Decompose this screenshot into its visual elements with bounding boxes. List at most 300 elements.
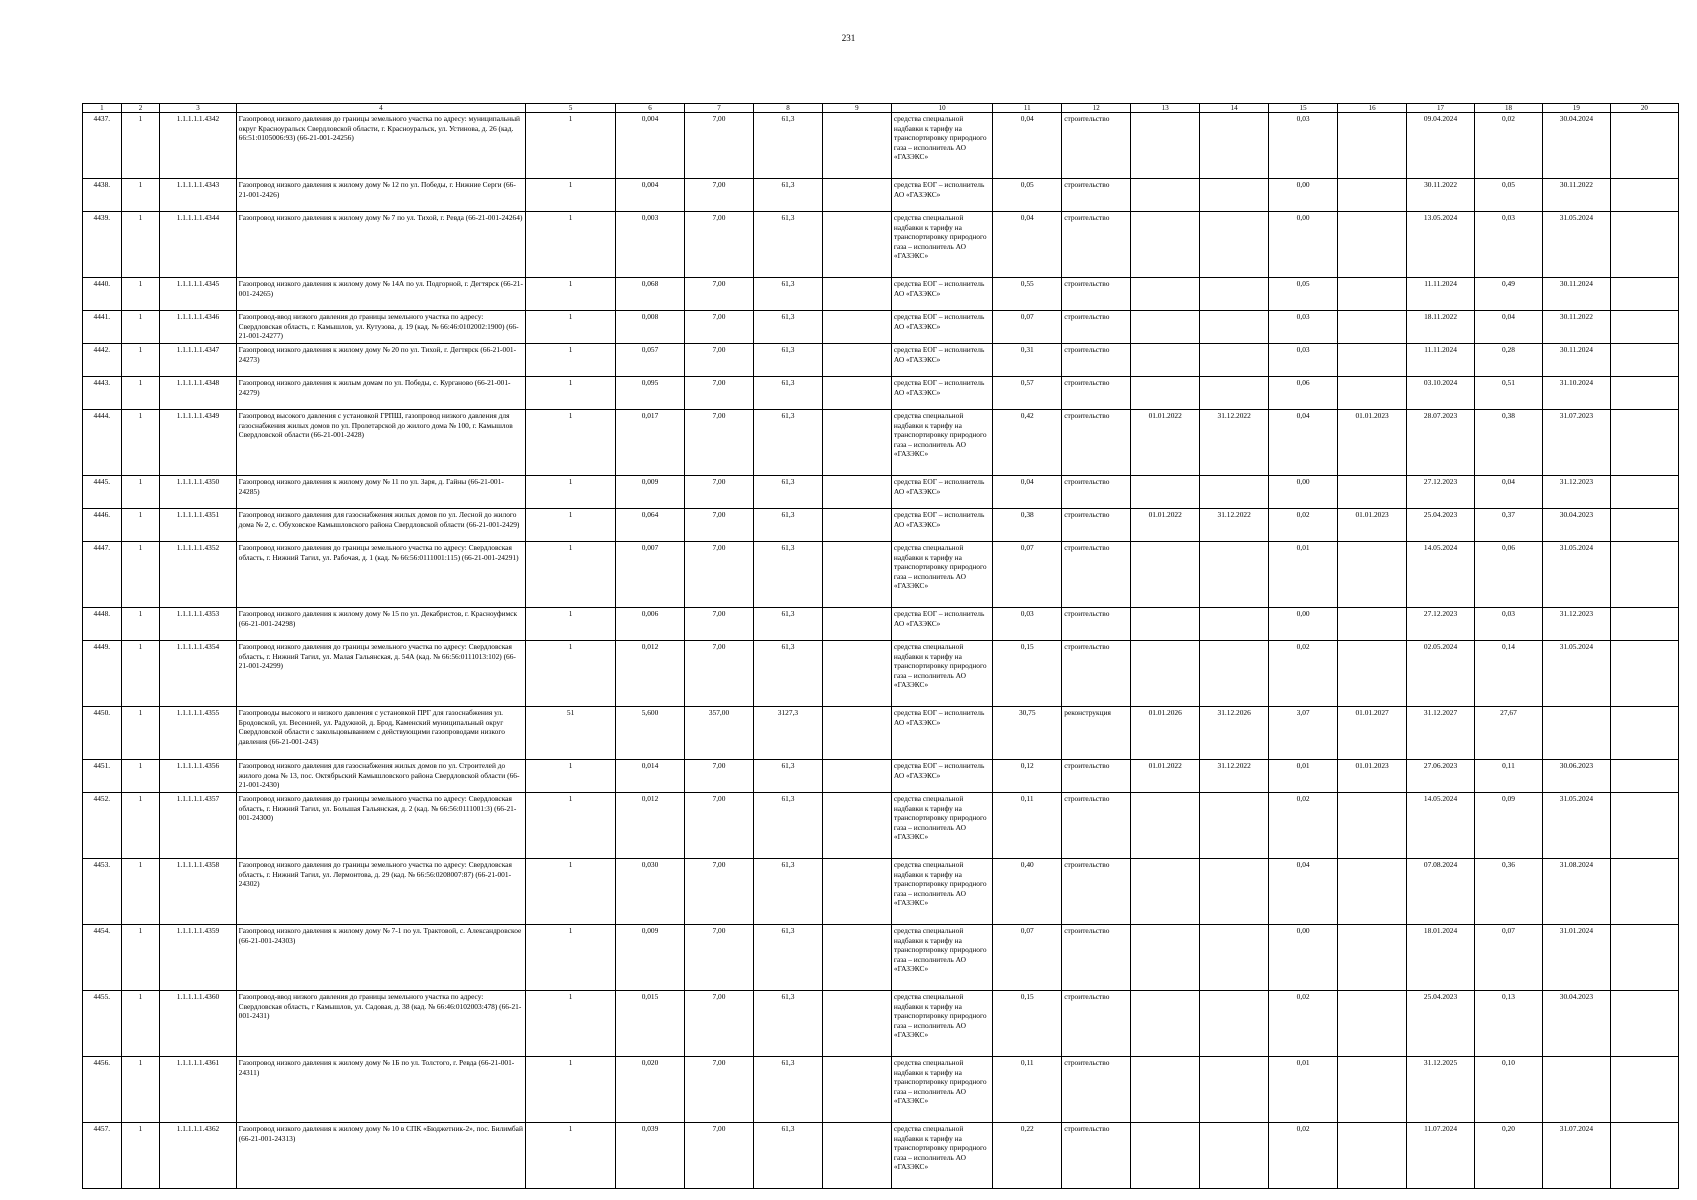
row-number-cell: 4444. — [83, 410, 122, 476]
build-start-cell — [1338, 377, 1407, 410]
column-number-11: 11 — [993, 104, 1062, 113]
design-start-cell — [1131, 476, 1200, 509]
capacity-cell: 61,3 — [753, 509, 822, 542]
design-cost-cell: 0,05 — [1269, 278, 1338, 311]
quantity-cell: 1 — [526, 608, 616, 641]
col-20-value-cell — [1610, 410, 1678, 476]
row-number-cell: 4447. — [83, 542, 122, 608]
col-20-value-cell — [1610, 212, 1678, 278]
build-cost-cell: 0,37 — [1475, 509, 1543, 542]
build-start-cell — [1338, 311, 1407, 344]
quantity-cell: 1 — [526, 641, 616, 707]
cost-cell: 0,05 — [993, 179, 1062, 212]
object-description-cell: Газопровод-ввод низкого давления до границы земельного участка по адресу: Свердловская область, г Камышлов, ул. Садовая, д. 38 (кад. № 66:46:0102003:478) (66-21-001-2431) — [236, 991, 526, 1057]
cost-cell: 0,04 — [993, 113, 1062, 179]
col-20-value-cell — [1610, 1057, 1678, 1123]
capacity-cell: 61,3 — [753, 925, 822, 991]
object-description-cell: Газопровод низкого давления до границы земельного участка по адресу: Свердловская область, г. Нижний Тагил, ул. Малая Гальянская, д. 54А (кад. № 66:56:0111013:102) (66-21-001-24299) — [236, 641, 526, 707]
funding-source-cell: средства специальной надбавки к тарифу на транспортировку природного газа – исполнитель АО «ГАЗЭКС» — [891, 991, 992, 1057]
funding-source-cell: средства ЕОГ – исполнитель АО «ГАЗЭКС» — [891, 760, 992, 793]
build-end-cell: 18.01.2024 — [1407, 925, 1475, 991]
commissioning-date-cell: 30.11.2022 — [1542, 311, 1610, 344]
build-cost-cell: 0,03 — [1475, 608, 1543, 641]
design-end-cell — [1200, 344, 1269, 377]
col-9-value-cell — [822, 707, 891, 760]
design-start-cell — [1131, 793, 1200, 859]
object-code-cell: 1.1.1.1.1.4342 — [160, 113, 236, 179]
diameter-cell: 7,00 — [685, 1057, 754, 1123]
design-end-cell — [1200, 1057, 1269, 1123]
col-9-value-cell — [822, 212, 891, 278]
funding-source-cell: средства ЕОГ – исполнитель АО «ГАЗЭКС» — [891, 476, 992, 509]
build-end-cell: 31.12.2027 — [1407, 707, 1475, 760]
capacity-cell: 3127,3 — [753, 707, 822, 760]
col-9-value-cell — [822, 542, 891, 608]
col-9-value-cell — [822, 925, 891, 991]
commissioning-date-cell: 30.11.2022 — [1542, 179, 1610, 212]
design-end-cell: 31.12.2022 — [1200, 760, 1269, 793]
diameter-cell: 7,00 — [685, 278, 754, 311]
build-end-cell: 30.11.2022 — [1407, 179, 1475, 212]
diameter-cell: 7,00 — [685, 344, 754, 377]
col-20-value-cell — [1610, 641, 1678, 707]
col-9-value-cell — [822, 278, 891, 311]
quantity-cell: 1 — [526, 278, 616, 311]
design-start-cell — [1131, 311, 1200, 344]
work-type-cell: строительство — [1062, 793, 1131, 859]
col-9-value-cell — [822, 608, 891, 641]
section-code-cell: 1 — [121, 1057, 160, 1123]
funding-source-cell: средства специальной надбавки к тарифу на транспортировку природного газа – исполнитель АО «ГАЗЭКС» — [891, 113, 992, 179]
row-number-cell: 4441. — [83, 311, 122, 344]
work-type-cell: строительство — [1062, 410, 1131, 476]
object-code-cell: 1.1.1.1.1.4359 — [160, 925, 236, 991]
build-cost-cell: 0,04 — [1475, 476, 1543, 509]
section-code-cell: 1 — [121, 377, 160, 410]
funding-source-cell: средства ЕОГ – исполнитель АО «ГАЗЭКС» — [891, 377, 992, 410]
length-km-cell: 0,020 — [616, 1057, 685, 1123]
commissioning-date-cell: 31.12.2023 — [1542, 476, 1610, 509]
commissioning-date-cell: 31.05.2024 — [1542, 793, 1610, 859]
commissioning-date-cell: 30.04.2023 — [1542, 991, 1610, 1057]
object-code-cell: 1.1.1.1.1.4355 — [160, 707, 236, 760]
diameter-cell: 7,00 — [685, 311, 754, 344]
funding-source-cell: средства ЕОГ – исполнитель АО «ГАЗЭКС» — [891, 278, 992, 311]
design-cost-cell: 0,00 — [1269, 476, 1338, 509]
object-code-cell: 1.1.1.1.1.4348 — [160, 377, 236, 410]
length-km-cell: 0,004 — [616, 113, 685, 179]
table-row — [83, 113, 1679, 179]
row-number-cell: 4445. — [83, 476, 122, 509]
section-code-cell: 1 — [121, 760, 160, 793]
quantity-cell: 1 — [526, 476, 616, 509]
build-end-cell: 25.04.2023 — [1407, 991, 1475, 1057]
design-end-cell — [1200, 859, 1269, 925]
table-row — [83, 925, 1679, 991]
row-number-cell: 4448. — [83, 608, 122, 641]
object-code-cell: 1.1.1.1.1.4344 — [160, 212, 236, 278]
length-km-cell: 0,039 — [616, 1123, 685, 1189]
diameter-cell: 7,00 — [685, 1123, 754, 1189]
capacity-cell: 61,3 — [753, 410, 822, 476]
row-number-cell: 4456. — [83, 1057, 122, 1123]
object-code-cell: 1.1.1.1.1.4349 — [160, 410, 236, 476]
object-description-cell: Газопровод низкого давления до границы земельного участка по адресу: Свердловская область, г. Нижний Тагил, ул. Лермонтова, д. 29 (кад. № 66:56:0208007:87) (66-21-001-24302) — [236, 859, 526, 925]
design-cost-cell: 0,01 — [1269, 760, 1338, 793]
row-number-cell: 4449. — [83, 641, 122, 707]
table-row — [83, 278, 1679, 311]
build-start-cell — [1338, 641, 1407, 707]
build-start-cell — [1338, 925, 1407, 991]
capacity-cell: 61,3 — [753, 793, 822, 859]
capacity-cell: 61,3 — [753, 278, 822, 311]
build-start-cell — [1338, 344, 1407, 377]
diameter-cell: 7,00 — [685, 925, 754, 991]
column-number-20: 20 — [1610, 104, 1678, 113]
capacity-cell: 61,3 — [753, 859, 822, 925]
cost-cell: 0,07 — [993, 311, 1062, 344]
commissioning-date-cell — [1542, 707, 1610, 760]
work-type-cell: реконструкция — [1062, 707, 1131, 760]
build-start-cell — [1338, 793, 1407, 859]
capacity-cell: 61,3 — [753, 608, 822, 641]
design-start-cell — [1131, 641, 1200, 707]
object-description-cell: Газопровод низкого давления к жилому дому № 1Б по ул. Толстого, г. Ревда (66-21-001-24311) — [236, 1057, 526, 1123]
build-end-cell: 14.05.2024 — [1407, 793, 1475, 859]
table-row — [83, 476, 1679, 509]
col-9-value-cell — [822, 991, 891, 1057]
cost-cell: 0,04 — [993, 476, 1062, 509]
design-end-cell: 31.12.2022 — [1200, 410, 1269, 476]
design-cost-cell: 0,00 — [1269, 608, 1338, 641]
cost-cell: 0,07 — [993, 542, 1062, 608]
diameter-cell: 7,00 — [685, 991, 754, 1057]
column-number-17: 17 — [1407, 104, 1475, 113]
object-description-cell: Газопроводы высокого и низкого давления с установкой ПРГ для газоснабжения ул. Бродовской, ул. Весенней, ул. Радужной, д. Брод, Каменский муниципальный округ Свердловской области с закольцовыванием с действующими газопроводами низкого давления (66-21-001-243) — [236, 707, 526, 760]
section-code-cell: 1 — [121, 608, 160, 641]
funding-source-cell: средства ЕОГ – исполнитель АО «ГАЗЭКС» — [891, 509, 992, 542]
row-number-cell: 4439. — [83, 212, 122, 278]
row-number-cell: 4451. — [83, 760, 122, 793]
column-number-12: 12 — [1062, 104, 1131, 113]
row-number-cell: 4446. — [83, 509, 122, 542]
commissioning-date-cell: 31.05.2024 — [1542, 542, 1610, 608]
cost-cell: 0,40 — [993, 859, 1062, 925]
cost-cell: 0,11 — [993, 793, 1062, 859]
diameter-cell: 7,00 — [685, 410, 754, 476]
object-code-cell: 1.1.1.1.1.4347 — [160, 344, 236, 377]
column-number-13: 13 — [1131, 104, 1200, 113]
build-cost-cell: 0,38 — [1475, 410, 1543, 476]
col-9-value-cell — [822, 1057, 891, 1123]
column-number-8: 8 — [753, 104, 822, 113]
capacity-cell: 61,3 — [753, 641, 822, 707]
column-number-1: 1 — [83, 104, 122, 113]
table-row — [83, 410, 1679, 476]
table-row — [83, 509, 1679, 542]
object-code-cell: 1.1.1.1.1.4352 — [160, 542, 236, 608]
column-number-9: 9 — [822, 104, 891, 113]
commissioning-date-cell: 30.11.2024 — [1542, 278, 1610, 311]
quantity-cell: 1 — [526, 991, 616, 1057]
col-20-value-cell — [1610, 793, 1678, 859]
column-number-7: 7 — [685, 104, 754, 113]
design-end-cell — [1200, 608, 1269, 641]
col-9-value-cell — [822, 760, 891, 793]
diameter-cell: 7,00 — [685, 377, 754, 410]
commissioning-date-cell: 30.04.2024 — [1542, 113, 1610, 179]
build-end-cell: 18.11.2022 — [1407, 311, 1475, 344]
section-code-cell: 1 — [121, 991, 160, 1057]
table-row — [83, 179, 1679, 212]
design-start-cell: 01.01.2022 — [1131, 410, 1200, 476]
table-row — [83, 542, 1679, 608]
build-cost-cell: 0,07 — [1475, 925, 1543, 991]
design-start-cell: 01.01.2026 — [1131, 707, 1200, 760]
quantity-cell: 51 — [526, 707, 616, 760]
col-20-value-cell — [1610, 113, 1678, 179]
build-end-cell: 11.11.2024 — [1407, 344, 1475, 377]
build-end-cell: 03.10.2024 — [1407, 377, 1475, 410]
page-number: 231 — [841, 33, 856, 43]
quantity-cell: 1 — [526, 179, 616, 212]
table-row — [83, 859, 1679, 925]
build-end-cell: 11.07.2024 — [1407, 1123, 1475, 1189]
design-end-cell — [1200, 179, 1269, 212]
design-cost-cell: 0,04 — [1269, 410, 1338, 476]
commissioning-date-cell: 31.08.2024 — [1542, 859, 1610, 925]
col-20-value-cell — [1610, 377, 1678, 410]
capacity-cell: 61,3 — [753, 179, 822, 212]
funding-source-cell: средства специальной надбавки к тарифу на транспортировку природного газа – исполнитель АО «ГАЗЭКС» — [891, 925, 992, 991]
quantity-cell: 1 — [526, 410, 616, 476]
column-number-16: 16 — [1338, 104, 1407, 113]
design-cost-cell: 0,03 — [1269, 344, 1338, 377]
cost-cell: 0,07 — [993, 925, 1062, 991]
design-end-cell — [1200, 925, 1269, 991]
col-20-value-cell — [1610, 476, 1678, 509]
quantity-cell: 1 — [526, 311, 616, 344]
build-start-cell — [1338, 179, 1407, 212]
length-km-cell: 0,009 — [616, 476, 685, 509]
section-code-cell: 1 — [121, 641, 160, 707]
design-start-cell: 01.01.2022 — [1131, 760, 1200, 793]
diameter-cell: 7,00 — [685, 212, 754, 278]
col-9-value-cell — [822, 793, 891, 859]
object-code-cell: 1.1.1.1.1.4354 — [160, 641, 236, 707]
design-start-cell — [1131, 212, 1200, 278]
object-description-cell: Газопровод низкого давления к жилому дому № 20 по ул. Тихой, г. Дегтярск (66-21-001-24273) — [236, 344, 526, 377]
design-cost-cell: 0,06 — [1269, 377, 1338, 410]
row-number-cell: 4450. — [83, 707, 122, 760]
commissioning-date-cell: 31.07.2024 — [1542, 1123, 1610, 1189]
commissioning-date-cell — [1542, 1057, 1610, 1123]
col-20-value-cell — [1610, 707, 1678, 760]
length-km-cell: 0,095 — [616, 377, 685, 410]
length-km-cell: 0,009 — [616, 925, 685, 991]
col-20-value-cell — [1610, 509, 1678, 542]
design-cost-cell: 0,00 — [1269, 925, 1338, 991]
quantity-cell: 1 — [526, 509, 616, 542]
section-code-cell: 1 — [121, 410, 160, 476]
length-km-cell: 0,012 — [616, 641, 685, 707]
col-20-value-cell — [1610, 925, 1678, 991]
row-number-cell: 4455. — [83, 991, 122, 1057]
object-description-cell: Газопровод низкого давления к жилому дому № 14А по ул. Подгорной, г. Дегтярск (66-21-001-24265) — [236, 278, 526, 311]
funding-source-cell: средства специальной надбавки к тарифу на транспортировку природного газа – исполнитель АО «ГАЗЭКС» — [891, 793, 992, 859]
length-km-cell: 5,600 — [616, 707, 685, 760]
diameter-cell: 357,00 — [685, 707, 754, 760]
design-cost-cell: 0,03 — [1269, 113, 1338, 179]
column-number-2: 2 — [121, 104, 160, 113]
object-description-cell: Газопровод низкого давления до границы земельного участка по адресу: Свердловская область, г. Нижний Тагил, ул. Большая Гальянская, д. 2 (кад. № 66:56:0111001:3) (66-21-001-24300) — [236, 793, 526, 859]
row-number-cell: 4438. — [83, 179, 122, 212]
object-code-cell: 1.1.1.1.1.4346 — [160, 311, 236, 344]
build-cost-cell: 0,02 — [1475, 113, 1543, 179]
object-description-cell: Газопровод низкого давления для газоснабжения жилых домов по ул. Строителей до жилого дома № 13, пос. Октябрьский Камышловского района Свердловской области (66-21-001-2430) — [236, 760, 526, 793]
design-cost-cell: 0,02 — [1269, 793, 1338, 859]
capacity-cell: 61,3 — [753, 760, 822, 793]
capacity-cell: 61,3 — [753, 542, 822, 608]
section-code-cell: 1 — [121, 344, 160, 377]
work-type-cell: строительство — [1062, 278, 1131, 311]
cost-cell: 0,42 — [993, 410, 1062, 476]
object-code-cell: 1.1.1.1.1.4356 — [160, 760, 236, 793]
design-end-cell: 31.12.2026 — [1200, 707, 1269, 760]
length-km-cell: 0,057 — [616, 344, 685, 377]
work-type-cell: строительство — [1062, 113, 1131, 179]
column-number-5: 5 — [526, 104, 616, 113]
build-start-cell: 01.01.2023 — [1338, 410, 1407, 476]
quantity-cell: 1 — [526, 212, 616, 278]
build-start-cell — [1338, 476, 1407, 509]
build-cost-cell: 0,51 — [1475, 377, 1543, 410]
col-9-value-cell — [822, 410, 891, 476]
build-start-cell — [1338, 542, 1407, 608]
diameter-cell: 7,00 — [685, 608, 754, 641]
diameter-cell: 7,00 — [685, 476, 754, 509]
object-description-cell: Газопровод низкого давления к жилому дому № 7 по ул. Тихой, г. Ревда (66-21-001-24264) — [236, 212, 526, 278]
object-description-cell: Газопровод низкого давления к жилому дому № 12 по ул. Победы, г. Нижние Серги (66-21-001-2426) — [236, 179, 526, 212]
section-code-cell: 1 — [121, 793, 160, 859]
build-end-cell: 11.11.2024 — [1407, 278, 1475, 311]
quantity-cell: 1 — [526, 793, 616, 859]
col-9-value-cell — [822, 1123, 891, 1189]
col-20-value-cell — [1610, 991, 1678, 1057]
design-start-cell: 01.01.2022 — [1131, 509, 1200, 542]
commissioning-date-cell: 30.06.2023 — [1542, 760, 1610, 793]
funding-source-cell: средства ЕОГ – исполнитель АО «ГАЗЭКС» — [891, 608, 992, 641]
commissioning-date-cell: 31.05.2024 — [1542, 212, 1610, 278]
design-end-cell: 31.12.2022 — [1200, 509, 1269, 542]
build-start-cell — [1338, 212, 1407, 278]
quantity-cell: 1 — [526, 859, 616, 925]
table-row — [83, 641, 1679, 707]
object-description-cell: Газопровод высокого давления с установкой ГРПШ, газопровод низкого давления для газоснабжения жилых домов по ул. Пролетарской до жилого дома № 100, г. Камышлов Свердловской области (66-21-001-2428) — [236, 410, 526, 476]
design-cost-cell: 0,03 — [1269, 311, 1338, 344]
design-start-cell — [1131, 542, 1200, 608]
row-number-cell: 4457. — [83, 1123, 122, 1189]
quantity-cell: 1 — [526, 113, 616, 179]
section-code-cell: 1 — [121, 1123, 160, 1189]
build-cost-cell: 27,67 — [1475, 707, 1543, 760]
section-code-cell: 1 — [121, 113, 160, 179]
table-row — [83, 991, 1679, 1057]
section-code-cell: 1 — [121, 509, 160, 542]
commissioning-date-cell: 30.11.2024 — [1542, 344, 1610, 377]
funding-source-cell: средства специальной надбавки к тарифу на транспортировку природного газа – исполнитель АО «ГАЗЭКС» — [891, 1123, 992, 1189]
cost-cell: 0,15 — [993, 641, 1062, 707]
build-cost-cell: 0,49 — [1475, 278, 1543, 311]
register-table — [82, 103, 1679, 1189]
object-description-cell: Газопровод низкого давления до границы земельного участка по адресу: Свердловская область, г. Нижний Тагил, ул. Рабочая, д. 1 (кад. № 66:56:0111001:115) (66-21-001-24291) — [236, 542, 526, 608]
design-end-cell — [1200, 278, 1269, 311]
table-row — [83, 212, 1679, 278]
build-cost-cell: 0,10 — [1475, 1057, 1543, 1123]
cost-cell: 0,55 — [993, 278, 1062, 311]
column-number-18: 18 — [1475, 104, 1543, 113]
cost-cell: 0,57 — [993, 377, 1062, 410]
length-km-cell: 0,068 — [616, 278, 685, 311]
col-9-value-cell — [822, 641, 891, 707]
object-description-cell: Газопровод низкого давления к жилому дому № 15 по ул. Декабристов, г. Красноуфимск (66-21-001-24298) — [236, 608, 526, 641]
design-cost-cell: 0,01 — [1269, 542, 1338, 608]
build-cost-cell: 0,13 — [1475, 991, 1543, 1057]
build-cost-cell: 0,36 — [1475, 859, 1543, 925]
column-number-3: 3 — [160, 104, 236, 113]
design-end-cell — [1200, 1123, 1269, 1189]
diameter-cell: 7,00 — [685, 542, 754, 608]
design-start-cell — [1131, 1057, 1200, 1123]
diameter-cell: 7,00 — [685, 859, 754, 925]
build-end-cell: 27.12.2023 — [1407, 608, 1475, 641]
work-type-cell: строительство — [1062, 641, 1131, 707]
funding-source-cell: средства специальной надбавки к тарифу на транспортировку природного газа – исполнитель АО «ГАЗЭКС» — [891, 212, 992, 278]
cost-cell: 0,04 — [993, 212, 1062, 278]
design-cost-cell: 3,07 — [1269, 707, 1338, 760]
design-end-cell — [1200, 377, 1269, 410]
col-20-value-cell — [1610, 542, 1678, 608]
column-number-4: 4 — [236, 104, 526, 113]
col-20-value-cell — [1610, 859, 1678, 925]
funding-source-cell: средства специальной надбавки к тарифу на транспортировку природного газа – исполнитель АО «ГАЗЭКС» — [891, 410, 992, 476]
capacity-cell: 61,3 — [753, 311, 822, 344]
length-km-cell: 0,012 — [616, 793, 685, 859]
section-code-cell: 1 — [121, 925, 160, 991]
table-row — [83, 1123, 1679, 1189]
design-cost-cell: 0,01 — [1269, 1057, 1338, 1123]
length-km-cell: 0,017 — [616, 410, 685, 476]
commissioning-date-cell: 31.12.2023 — [1542, 608, 1610, 641]
length-km-cell: 0,006 — [616, 608, 685, 641]
commissioning-date-cell: 31.10.2024 — [1542, 377, 1610, 410]
section-code-cell: 1 — [121, 476, 160, 509]
design-end-cell — [1200, 793, 1269, 859]
length-km-cell: 0,064 — [616, 509, 685, 542]
build-end-cell: 07.08.2024 — [1407, 859, 1475, 925]
col-20-value-cell — [1610, 1123, 1678, 1189]
build-end-cell: 02.05.2024 — [1407, 641, 1475, 707]
diameter-cell: 7,00 — [685, 509, 754, 542]
table-row — [83, 760, 1679, 793]
table-row — [83, 344, 1679, 377]
quantity-cell: 1 — [526, 1123, 616, 1189]
table-row — [83, 311, 1679, 344]
col-20-value-cell — [1610, 760, 1678, 793]
design-cost-cell: 0,00 — [1269, 212, 1338, 278]
quantity-cell: 1 — [526, 377, 616, 410]
build-cost-cell: 0,14 — [1475, 641, 1543, 707]
